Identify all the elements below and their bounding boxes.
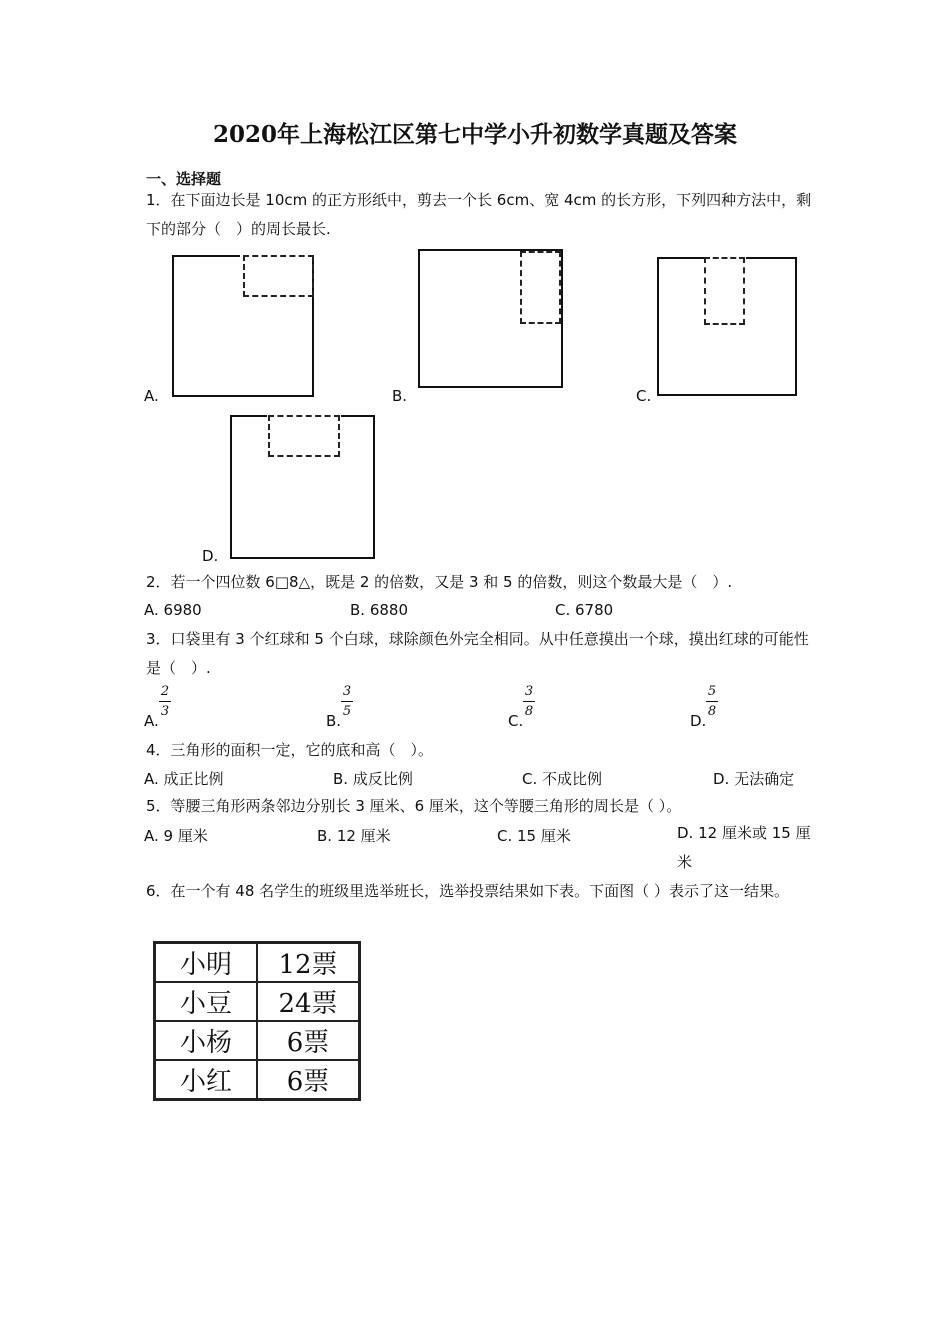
cut-rect-a (243, 255, 314, 297)
candidate-name: 小明 (155, 943, 258, 983)
q3-fraction-c (523, 685, 535, 719)
q5-option-a: A. 9 厘米 (144, 827, 208, 845)
vote-count: 6票 (257, 1021, 360, 1060)
q3-fraction-b (341, 685, 353, 719)
numerator: 3 (342, 684, 352, 699)
q3-option-c: C. (508, 712, 524, 730)
question-3-text: 3．口袋里有 3 个红球和 5 个白球，球除颜色外完全相同。从中任意摸出一个球，摸出红球的可能性是（ ）. (146, 630, 809, 677)
option-b-label: B. (392, 387, 408, 405)
cut-rect-c (704, 257, 745, 325)
vote-table (153, 941, 361, 1101)
denominator: 8 (524, 704, 534, 719)
q4-option-d: D. 无法确定 (713, 770, 795, 788)
q3-fraction-a (159, 685, 171, 719)
candidate-name: 小杨 (155, 1021, 258, 1060)
q2-option-a: A. 6980 (144, 601, 202, 619)
option-d-label: D. (202, 547, 219, 565)
numerator: 3 (524, 684, 534, 699)
q3-option-a: A. (144, 712, 159, 730)
question-5-text: 5．等腰三角形两条邻边分别长 3 厘米、6 厘米，这个等腰三角形的周长是（ ）。 (146, 797, 682, 815)
numerator: 5 (707, 684, 717, 699)
denominator: 3 (160, 704, 170, 719)
cut-rect-b (520, 251, 561, 324)
page-title: 2020年上海松江区第七中学小升初数学真题及答案 (212, 121, 737, 148)
vote-count: 24票 (257, 982, 360, 1021)
table-row (155, 943, 360, 983)
numerator: 2 (160, 684, 170, 699)
table-row (155, 1060, 360, 1100)
candidate-name: 小红 (155, 1060, 258, 1100)
q4-option-c: C. 不成比例 (522, 770, 603, 788)
q4-option-a: A. 成正比例 (144, 770, 224, 788)
question-1-text: 1．在下面边长是 10cm 的正方形纸中，剪去一个长 6cm、宽 4cm 的长方形，下列四种方法中，剩下的部分（ ）的周长最长. (146, 191, 812, 238)
q2-option-b: B. 6880 (350, 601, 409, 619)
q5-option-b: B. 12 厘米 (317, 827, 391, 845)
q2-option-c: C. 6780 (555, 601, 614, 619)
denominator: 5 (342, 704, 352, 719)
cut-rect-d (268, 415, 340, 457)
question-6-text: 6．在一个有 48 名学生的班级里选举班长，选举投票结果如下表。下面图（ ）表示了这一结果。 (146, 882, 789, 900)
candidate-name: 小豆 (155, 982, 258, 1021)
denominator: 8 (707, 704, 717, 719)
option-c-label: C. (636, 387, 652, 405)
table-row (155, 1021, 360, 1060)
section-heading: 一、选择题 (146, 170, 222, 188)
table-row (155, 982, 360, 1021)
q5-option-c: C. 15 厘米 (497, 827, 571, 845)
question-4-text: 4．三角形的面积一定，它的底和高（ ）。 (146, 741, 434, 759)
vote-count: 12票 (257, 943, 360, 983)
q5-option-d: D. 12 厘米或 15 厘米 (677, 824, 811, 871)
question-2-text: 2．若一个四位数 6□8△，既是 2 的倍数，又是 3 和 5 的倍数，则这个数最大是（ ）. (146, 573, 733, 591)
option-a-label: A. (144, 387, 159, 405)
q3-option-d: D. (690, 712, 707, 730)
q3-fraction-d (706, 685, 718, 719)
q3-option-b: B. (326, 712, 342, 730)
q4-option-b: B. 成反比例 (333, 770, 413, 788)
vote-count: 6票 (257, 1060, 360, 1100)
